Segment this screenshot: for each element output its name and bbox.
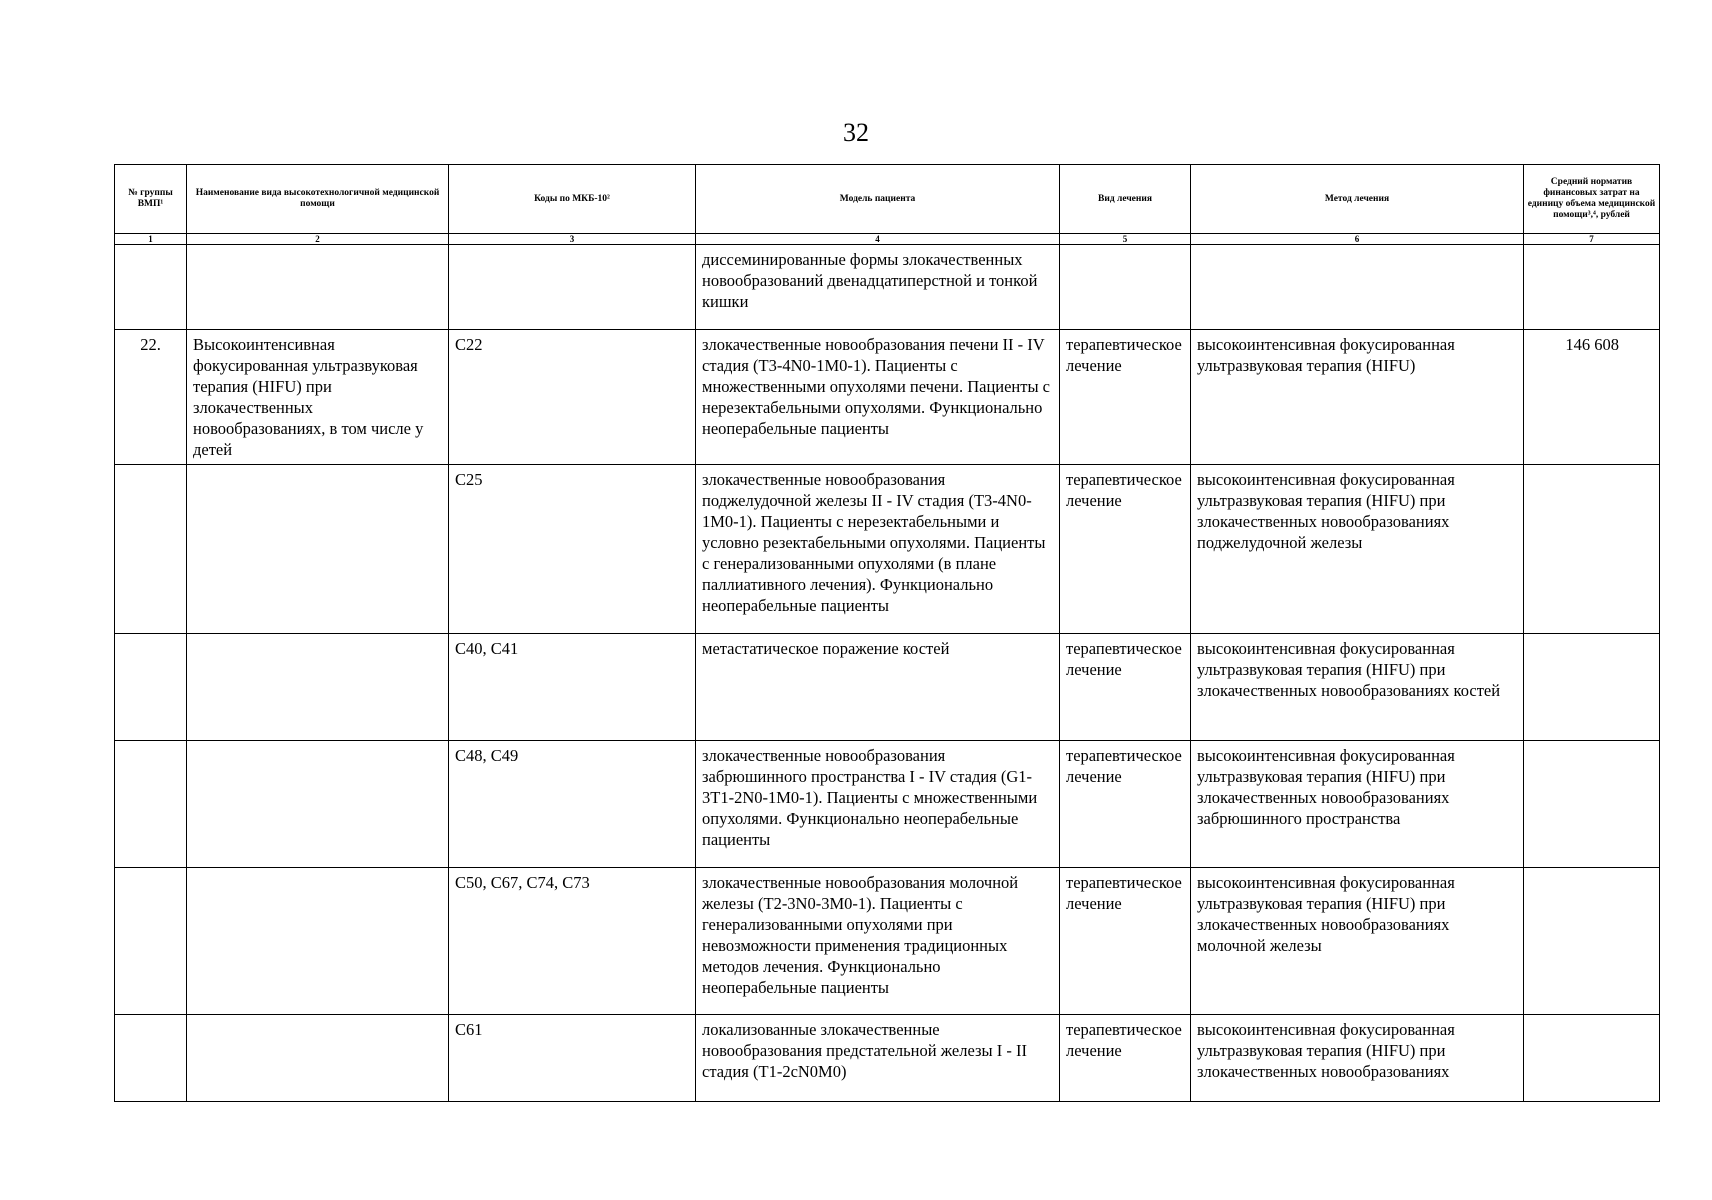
cell-method: высокоинтенсивная фокусированная ультразвуковая терапия (HIFU) при злокачественных новообразованиях (1191, 1015, 1524, 1102)
column-number: 3 (449, 234, 696, 245)
cell-treatment-type: терапевтическое лечение (1060, 634, 1191, 741)
medical-care-table (114, 164, 1660, 1102)
cell-name (187, 634, 449, 741)
table-row (115, 465, 1660, 634)
cell-treatment-type (1060, 245, 1191, 330)
header-treatment-method: Метод лечения (1191, 165, 1524, 234)
table-row (115, 741, 1660, 868)
cell-group (115, 245, 187, 330)
cell-name (187, 465, 449, 634)
cell-treatment-type: терапевтическое лечение (1060, 741, 1191, 868)
cell-codes: C48, C49 (449, 741, 696, 868)
cell-method: высокоинтенсивная фокусированная ультразвуковая терапия (HIFU) при злокачественных новообразованиях забрюшинного пространства (1191, 741, 1524, 868)
cell-group (115, 465, 187, 634)
column-number: 1 (115, 234, 187, 245)
cell-codes: C40, C41 (449, 634, 696, 741)
column-number: 6 (1191, 234, 1524, 245)
column-number: 4 (696, 234, 1060, 245)
cell-codes: C50, C67, C74, C73 (449, 868, 696, 1015)
cell-method (1191, 245, 1524, 330)
header-average-cost: Средний норматив финансовых затрат на единицу объема медицинской помощи³,⁴, рублей (1524, 165, 1660, 234)
table-row (115, 634, 1660, 741)
page-number: 32 (843, 118, 869, 147)
cell-name (187, 1015, 449, 1102)
cell-method: высокоинтенсивная фокусированная ультразвуковая терапия (HIFU) при злокачественных новообразованиях молочной железы (1191, 868, 1524, 1015)
column-number: 5 (1060, 234, 1191, 245)
cell-treatment-type: терапевтическое лечение (1060, 868, 1191, 1015)
cell-cost (1524, 868, 1660, 1015)
cell-cost (1524, 1015, 1660, 1102)
cell-group (115, 868, 187, 1015)
cell-codes (449, 245, 696, 330)
cell-codes: C25 (449, 465, 696, 634)
cell-method: высокоинтенсивная фокусированная ультразвуковая терапия (HIFU) при злокачественных новообразованиях костей (1191, 634, 1524, 741)
column-number: 2 (187, 234, 449, 245)
cell-cost (1524, 245, 1660, 330)
cell-model: локализованные злокачественные новообразования предстательной железы I - II стадия (T1-2cN0M0) (696, 1015, 1060, 1102)
cell-name (187, 245, 449, 330)
cell-name (187, 868, 449, 1015)
cell-method: высокоинтенсивная фокусированная ультразвуковая терапия (HIFU) при злокачественных новообразованиях поджелудочной железы (1191, 465, 1524, 634)
cell-cost: 146 608 (1524, 330, 1660, 465)
cell-cost (1524, 634, 1660, 741)
table-row (115, 868, 1660, 1015)
cell-name: Высокоинтенсивная фокусированная ультразвуковая терапия (HIFU) при злокачественных новообразованиях, в том числе у детей (187, 330, 449, 465)
cell-model: злокачественные новообразования молочной железы (T2-3N0-3M0-1). Пациенты с генерализованными опухолями при невозможности применения традиционных методов лечения. Функционально неоперабельные пациенты (696, 868, 1060, 1015)
cell-model: злокачественные новообразования печени II - IV стадия (T3-4N0-1M0-1). Пациенты с множественными опухолями печени. Пациенты с нерезектабельными опухолями. Функционально неоперабельные пациенты (696, 330, 1060, 465)
header-care-type-name: Наименование вида высокотехнологичной медицинской помощи (187, 165, 449, 234)
cell-group (115, 1015, 187, 1102)
header-treatment-type: Вид лечения (1060, 165, 1191, 234)
column-number-row (115, 234, 1660, 245)
cell-method: высокоинтенсивная фокусированная ультразвуковая терапия (HIFU) (1191, 330, 1524, 465)
column-number: 7 (1524, 234, 1660, 245)
header-group-number: № группы ВМП¹ (115, 165, 187, 234)
cell-treatment-type: терапевтическое лечение (1060, 330, 1191, 465)
header-patient-model: Модель пациента (696, 165, 1060, 234)
cell-model: диссеминированные формы злокачественных новообразований двенадцатиперстной и тонкой кишки (696, 245, 1060, 330)
cell-treatment-type: терапевтическое лечение (1060, 465, 1191, 634)
table-row (115, 245, 1660, 330)
cell-model: злокачественные новообразования поджелудочной железы II - IV стадия (T3-4N0-1M0-1). Пациенты с нерезектабельными и условно резектабельными опухолями. Пациенты с генерализованными опухолями (в плане паллиативного лечения). Функционально неоперабельные пациенты (696, 465, 1060, 634)
cell-codes: C61 (449, 1015, 696, 1102)
cell-group: 22. (115, 330, 187, 465)
cell-model: метастатическое поражение костей (696, 634, 1060, 741)
table-row (115, 1015, 1660, 1102)
cell-group (115, 634, 187, 741)
cell-treatment-type: терапевтическое лечение (1060, 1015, 1191, 1102)
header-icd-codes: Коды по МКБ-10² (449, 165, 696, 234)
table-row (115, 330, 1660, 465)
cell-group (115, 741, 187, 868)
cell-model: злокачественные новообразования забрюшинного пространства I - IV стадия (G1-3T1-2N0-1M0-1). Пациенты с множественными опухолями. Функционально неоперабельные пациенты (696, 741, 1060, 868)
cell-codes: C22 (449, 330, 696, 465)
cell-name (187, 741, 449, 868)
cell-cost (1524, 741, 1660, 868)
cell-cost (1524, 465, 1660, 634)
header-row (115, 165, 1660, 234)
